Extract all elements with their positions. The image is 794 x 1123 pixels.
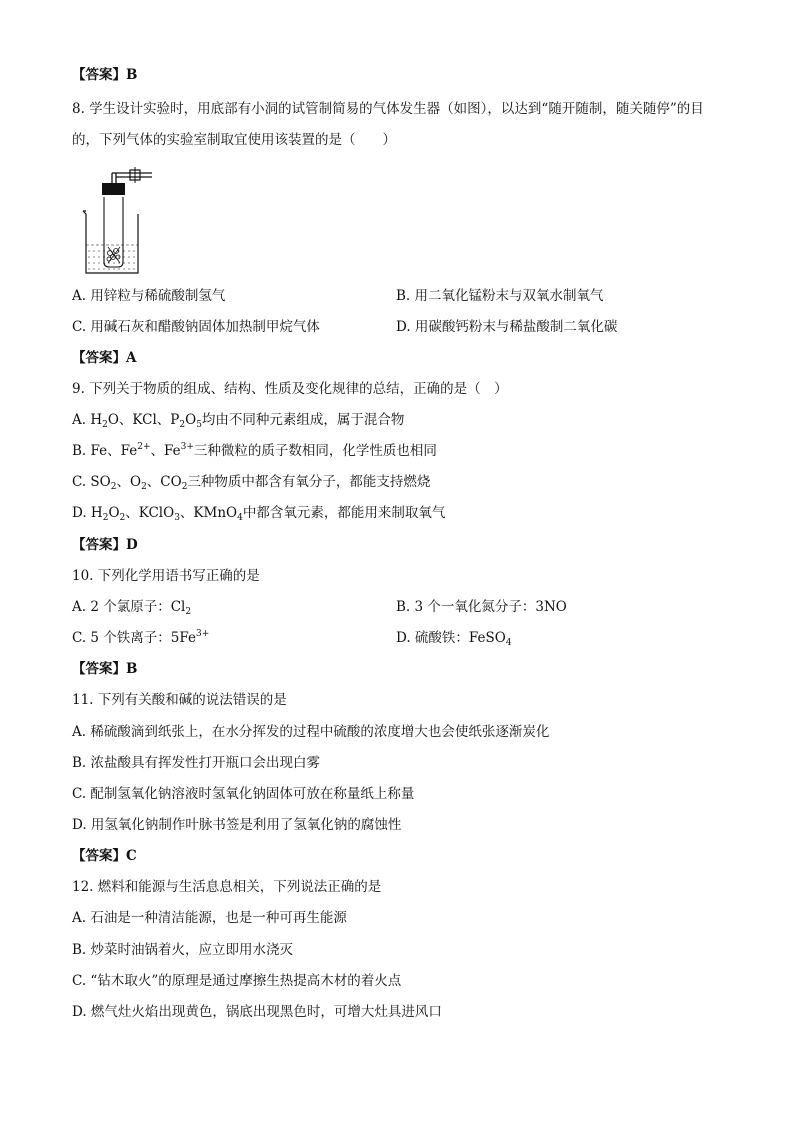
question-9-option-b: B. Fe、$Fe^{2+}$、$Fe^{3+}$三种微粒的质子数相同，化学性质也相同: [72, 442, 437, 459]
question-12-option-c: C. “钻木取火”的原理是通过摩擦生热提高木材的着火点: [72, 973, 402, 989]
question-11-option-a: A. 稀硫酸滴到纸张上，在水分挥发的过程中硫酸的浓度增大也会使纸张逐渐炭化: [72, 724, 550, 740]
answer-q8: 【答案】A: [72, 350, 137, 366]
solid-granules: [107, 247, 120, 263]
question-12-option-a: A. 石油是一种清洁能源，也是一种可再生能源: [72, 910, 347, 926]
question-12-option-b: B. 炒菜时油锅着火，应立即用水浇灭: [72, 942, 294, 958]
delivery-tube: [112, 173, 152, 183]
question-9-option-a: A. $H_2O$、KCl、$P_2O_5$均由不同种元素组成，属于混合物: [72, 412, 405, 430]
question-8-stem-line1: 8. 学生设计实验时，用底部有小洞的试管制简易的气体发生器（如图），以达到“随开随制，随关随停”的目: [72, 101, 704, 117]
question-8-stem-line2: 的，下列气体的实验室制取宜使用该装置的是（ ）: [72, 132, 396, 148]
question-12-stem: 12. 燃料和能源与生活息息相关，下列说法正确的是: [72, 879, 382, 895]
answer-q9: 【答案】D: [72, 537, 138, 553]
question-12-option-d: D. 燃气灶火焰出现黄色，锅底出现黑色时，可增大灶具进风口: [72, 1004, 442, 1020]
question-10-option-a: A. 2 个氯原子：$Cl_2$: [72, 599, 192, 617]
question-8-option-a: A. 用锌粒与稀硫酸制氢气: [72, 288, 226, 304]
gas-generator-figure: [80, 167, 170, 277]
question-11-option-b: B. 浓盐酸具有挥发性打开瓶口会出现白雾: [72, 755, 321, 771]
stopper: [102, 183, 125, 195]
question-11-option-c: C. 配制氢氧化钠溶液时氢氧化钠固体可放在称量纸上称量: [72, 786, 415, 802]
question-8-option-b: B. 用二氧化锰粉末与双氧水制氧气: [396, 288, 604, 304]
answer-q11: 【答案】C: [72, 848, 137, 864]
question-11-option-d: D. 用氢氧化钠制作叶脉书签是利用了氢氧化钠的腐蚀性: [72, 817, 402, 833]
question-9-option-d: D. $H_2O_2$、KClO$_3$、KMnO$_4$中都含氧元素，都能用来制取氧气: [72, 505, 446, 523]
question-9-stem: 9. 下列关于物质的组成、结构、性质及变化规律的总结，正确的是（ ）: [72, 381, 508, 397]
question-10-stem: 10. 下列化学用语书写正确的是: [72, 568, 260, 584]
answer-q7: 【答案】B: [72, 67, 138, 83]
question-11-stem: 11. 下列有关酸和碱的说法错误的是: [72, 692, 287, 708]
answer-q10: 【答案】B: [72, 661, 138, 677]
question-8-option-d: D. 用碳酸钙粉末与稀盐酸制二氧化碳: [396, 319, 618, 335]
question-8-option-c: C. 用碱石灰和醋酸钠固体加热制甲烷气体: [72, 319, 320, 335]
question-10-option-b: B. 3 个一氧化氮分子：3NO: [396, 599, 567, 615]
beaker: [83, 211, 138, 273]
liquid: [86, 245, 138, 269]
question-10-option-c: C. 5 个铁离子：$5Fe^{3+}$: [72, 629, 210, 646]
question-10-option-d: D. 硫酸铁：FeSO$_4$: [396, 630, 512, 648]
question-9-option-c: C. $SO_2$、$O_2$、$CO_2$三种物质中都含有氧分子，都能支持燃烧: [72, 474, 431, 492]
